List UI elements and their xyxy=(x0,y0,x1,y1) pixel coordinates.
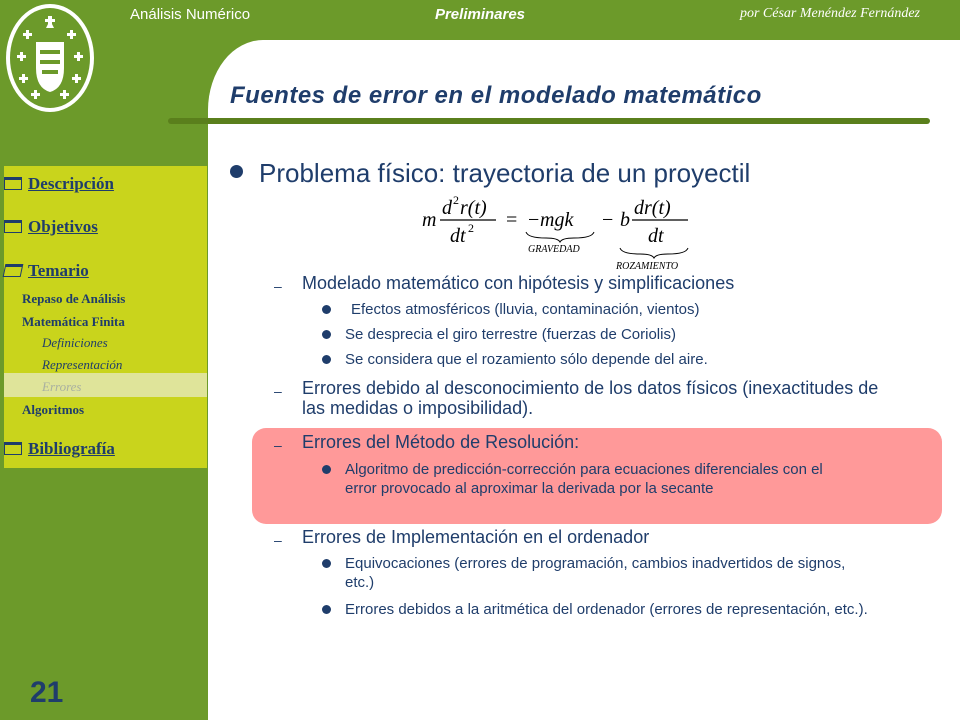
nav-subsub-definiciones[interactable]: Definiciones xyxy=(42,335,108,350)
sub-item-efectos: Efectos atmosféricos (lluvia, contaminación, vientos) xyxy=(351,301,700,318)
bullet-dot xyxy=(322,465,331,474)
nav-sub-repaso[interactable]: Repaso de Análisis xyxy=(22,291,126,306)
sub-item-aritmetica: Errores debidos a la aritmética del ordenador (errores de representación, etc.). xyxy=(345,601,868,618)
course-name: Análisis Numérico xyxy=(130,6,251,23)
sub-item-prediccion-correccion: Algoritmo de predicción-corrección para ecuaciones diferenciales con el error provocado al aproximar la derivada por la secante xyxy=(345,461,823,497)
svg-text:d: d xyxy=(442,197,452,219)
nav-subsub-errores[interactable]: Errores xyxy=(42,379,82,394)
dash-marker: – xyxy=(274,383,282,399)
formula-m: m xyxy=(422,209,437,231)
nav-item-descripcion[interactable] xyxy=(4,174,114,194)
svg-text:=: = xyxy=(506,209,518,231)
nav-item-bibliografia[interactable] xyxy=(4,439,115,459)
nav-item-label: Temario xyxy=(28,261,89,280)
nav-subsub-representacion[interactable]: Representación xyxy=(42,357,123,372)
nav-item-objetivos[interactable] xyxy=(4,217,98,237)
svg-text:mgk: mgk xyxy=(540,209,574,231)
svg-text:2: 2 xyxy=(468,221,474,235)
folder-icon xyxy=(4,442,22,455)
author-name: por César Menéndez Fernández xyxy=(739,6,920,21)
formula-rozamiento: ROZAMIENTO xyxy=(616,261,679,270)
sub-item-coriolis: Se desprecia el giro terrestre (fuerzas de Coriolis) xyxy=(345,326,676,343)
bullet-dot xyxy=(322,355,331,364)
item-modelado: Modelado matemático con hipótesis y simplificaciones xyxy=(302,273,735,293)
bullet-dot xyxy=(322,559,331,568)
sub-item-rozamiento: Se considera que el rozamiento sólo depende del aire. xyxy=(345,351,708,368)
svg-text:dt: dt xyxy=(648,225,664,247)
folder-icon xyxy=(4,177,22,190)
item-metodo-resolucion: Errores del Método de Resolución: xyxy=(302,432,580,452)
dash-marker: – xyxy=(274,532,282,548)
nav-item-temario[interactable] xyxy=(4,261,89,281)
main-bullet xyxy=(230,158,750,189)
nav-sub-algoritmos[interactable]: Algoritmos xyxy=(22,402,85,417)
sub-item-equivocaciones: Equivocaciones (errores de programación, cambios inadvertidos de signos, etc.) xyxy=(345,555,846,591)
nav-item-label: Objetivos xyxy=(28,217,98,236)
dash-marker: – xyxy=(274,437,282,453)
folder-icon xyxy=(4,220,22,233)
svg-text:r(t): r(t) xyxy=(460,197,487,219)
svg-text:−: − xyxy=(528,209,540,231)
title-underline xyxy=(168,118,930,124)
bullet-dot xyxy=(322,605,331,614)
item-datos-fisicos: Errores debido al desconocimiento de los datos físicos (inexactitudes de las medidas o imposibilidad). xyxy=(302,378,879,418)
page-number: 21 xyxy=(30,676,64,709)
bullet-dot xyxy=(230,165,243,178)
equation-of-motion xyxy=(420,192,710,270)
svg-text:dt: dt xyxy=(450,225,466,247)
item-implementacion: Errores de Implementación en el ordenador xyxy=(302,527,650,547)
svg-text:2: 2 xyxy=(453,193,459,207)
svg-text:−: − xyxy=(602,209,614,231)
nav-sub-matematica-finita[interactable]: Matemática Finita xyxy=(22,314,125,329)
svg-text:b: b xyxy=(620,209,630,231)
bullet-dot xyxy=(322,330,331,339)
dash-marker: – xyxy=(274,278,282,294)
open-folder-icon xyxy=(3,264,24,277)
nav-item-label: Bibliografía xyxy=(28,439,115,458)
main-bullet-text: Problema físico: trayectoria de un proyectil xyxy=(259,158,751,188)
slide-title: Fuentes de error en el modelado matemático xyxy=(230,82,762,109)
formula-gravedad: GRAVEDAD xyxy=(528,244,580,255)
section-name: Preliminares xyxy=(434,6,526,23)
nav-active-highlight xyxy=(4,373,207,397)
svg-text:dr(t): dr(t) xyxy=(634,197,671,219)
nav-item-label: Descripción xyxy=(28,174,114,193)
bullet-dot xyxy=(322,305,331,314)
